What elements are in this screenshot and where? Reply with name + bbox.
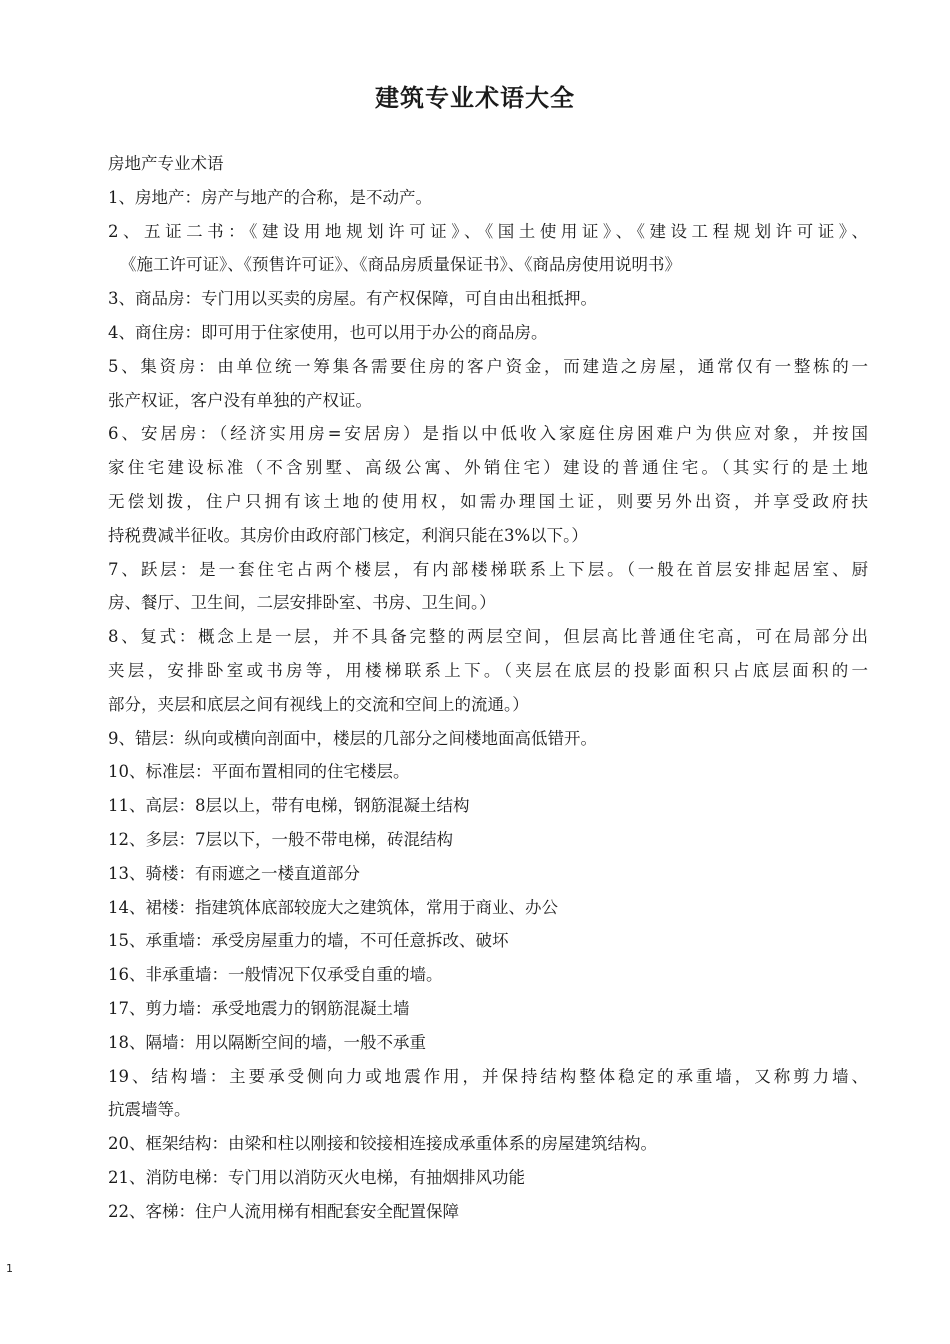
page-number: 1 (6, 1262, 13, 1275)
text-line: 18、隔墙：用以隔断空间的墙，一般不承重 (108, 1032, 426, 1052)
text-line: 15、承重墙：承受房屋重力的墙，不可任意拆改、破坏 (108, 931, 509, 951)
text-line: 9、错层：纵向或横向剖面中，楼层的几部分之间楼地面高低错开。 (108, 728, 597, 748)
text-line: 无偿划拨，住户只拥有该土地的使用权，如需办理国土证，则要另外出资，并享受政府扶 (108, 491, 868, 511)
text-line: 《施工许可证》、《预售许可证》、《商品房质量保证书》、《商品房使用说明书》 (120, 255, 681, 275)
text-line: 持税费减半征收。其房价由政府部门核定，利润只能在3%以下。） (108, 525, 588, 545)
text-line: 22、客梯：住户人流用梯有相配套安全配置保障 (108, 1201, 459, 1221)
text-line: 5、集资房：由单位统一筹集各需要住房的客户资金，而建造之房屋，通常仅有一整栋的一 (108, 356, 868, 376)
text-line: 抗震墙等。 (108, 1100, 191, 1120)
text-line: 2、五证二书：《建设用地规划许可证》、《国土使用证》、《建设工程规划许可证》、 (108, 221, 868, 241)
text-line: 10、标准层：平面布置相同的住宅楼层。 (108, 762, 410, 782)
document-body (108, 147, 868, 1229)
text-line: 7、跃层：是一套住宅占两个楼层，有内部楼梯联系上下层。（一般在首层安排起居室、厨 (108, 559, 868, 579)
text-line: 张产权证，客户没有单独的产权证。 (108, 390, 372, 410)
text-line: 17、剪力墙：承受地震力的钢筋混凝土墙 (108, 998, 410, 1018)
text-line: 20、框架结构：由梁和柱以刚接和铰接相连接成承重体系的房屋建筑结构。 (108, 1134, 657, 1154)
text-line: 夹层，安排卧室或书房等，用楼梯联系上下。（夹层在底层的投影面积只占底层面积的一 (108, 660, 868, 680)
text-line: 部分，夹层和底层之间有视线上的交流和空间上的流通。） (108, 694, 529, 714)
text-line: 11、高层：8层以上，带有电梯，钢筋混凝土结构 (108, 796, 470, 816)
text-line: 19、结构墙：主要承受侧向力或地震作用，并保持结构整体稳定的承重墙，又称剪力墙、 (108, 1066, 868, 1086)
page-title: 建筑专业术语大全 (375, 84, 575, 112)
text-line: 13、骑楼：有雨遮之一楼直道部分 (108, 863, 360, 883)
text-line: 4、商住房：即可用于住家使用，也可以用于办公的商品房。 (108, 322, 548, 342)
text-line: 8、复式：概念上是一层，并不具备完整的两层空间，但层高比普通住宅高，可在局部分出 (108, 627, 868, 647)
section-heading: 房地产专业术语 (108, 154, 224, 173)
text-line: 14、裙楼：指建筑体底部较庞大之建筑体，常用于商业、办公 (108, 897, 558, 917)
text-line: 12、多层：7层以下，一般不带电梯，砖混结构 (108, 829, 453, 849)
text-line: 6、安居房：（经济实用房=安居房）是指以中低收入家庭住房困难户为供应对象，并按国 (108, 424, 868, 444)
text-line: 3、商品房：专门用以买卖的房屋。有产权保障，可自由出租抵押。 (108, 289, 597, 309)
text-line: 16、非承重墙：一般情况下仅承受自重的墙。 (108, 965, 443, 985)
text-line: 家住宅建设标准（不含别墅、高级公寓、外销住宅）建设的普通住宅。（其实行的是土地 (108, 458, 868, 478)
text-line: 21、消防电梯：专门用以消防灭火电梯，有抽烟排风功能 (108, 1167, 525, 1187)
text-line: 房、餐厅、卫生间，二层安排卧室、书房、卫生间。） (108, 593, 496, 613)
text-line: 1、房地产：房产与地产的合称，是不动产。 (108, 187, 432, 207)
